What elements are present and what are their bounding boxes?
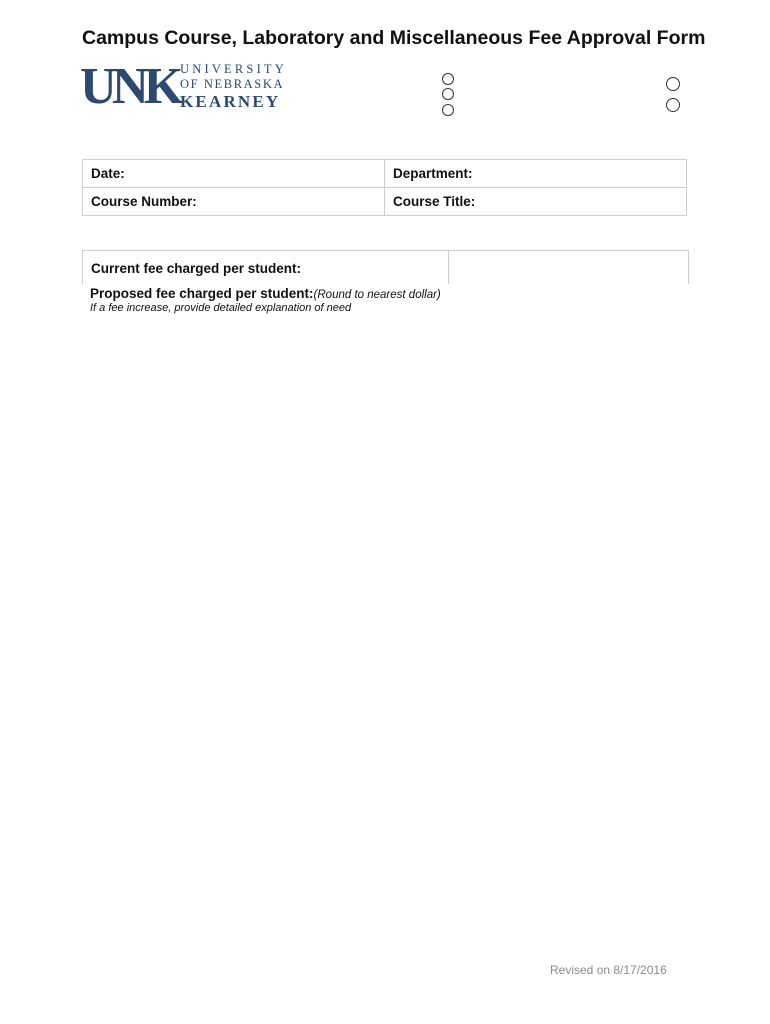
course-number-field[interactable]: Course Number:	[83, 188, 385, 216]
current-fee-label: Current fee charged per student:	[91, 261, 302, 276]
logo-nebraska-text: OF NEBRASKA	[180, 77, 285, 91]
radio-option-5[interactable]	[666, 98, 680, 112]
radio-option-4[interactable]	[666, 77, 680, 91]
radio-option-1[interactable]	[442, 73, 454, 85]
revised-date: Revised on 8/17/2016	[550, 963, 667, 977]
date-field[interactable]: Date:	[83, 160, 385, 188]
current-fee-input[interactable]	[448, 251, 686, 283]
unk-logo	[80, 58, 300, 115]
logo-kearney-text: KEARNEY	[180, 92, 281, 111]
fee-increase-explanation-prompt: If a fee increase, provide detailed explanation of need	[90, 302, 352, 314]
radio-option-3[interactable]	[442, 104, 454, 116]
proposed-fee-label: Proposed fee charged per student:	[90, 286, 314, 301]
course-info-table	[82, 159, 687, 216]
proposed-fee-row	[90, 286, 441, 301]
proposed-fee-note: (Round to nearest dollar)	[313, 289, 441, 301]
form-title: Campus Course, Laboratory and Miscellaneous Fee Approval Form	[82, 27, 706, 49]
course-title-field[interactable]: Course Title:	[385, 188, 687, 216]
radio-option-2[interactable]	[442, 88, 454, 100]
department-field[interactable]: Department:	[385, 160, 687, 188]
logo-university-text: UNIVERSITY	[180, 62, 287, 76]
logo-mark: UNK	[80, 58, 179, 115]
